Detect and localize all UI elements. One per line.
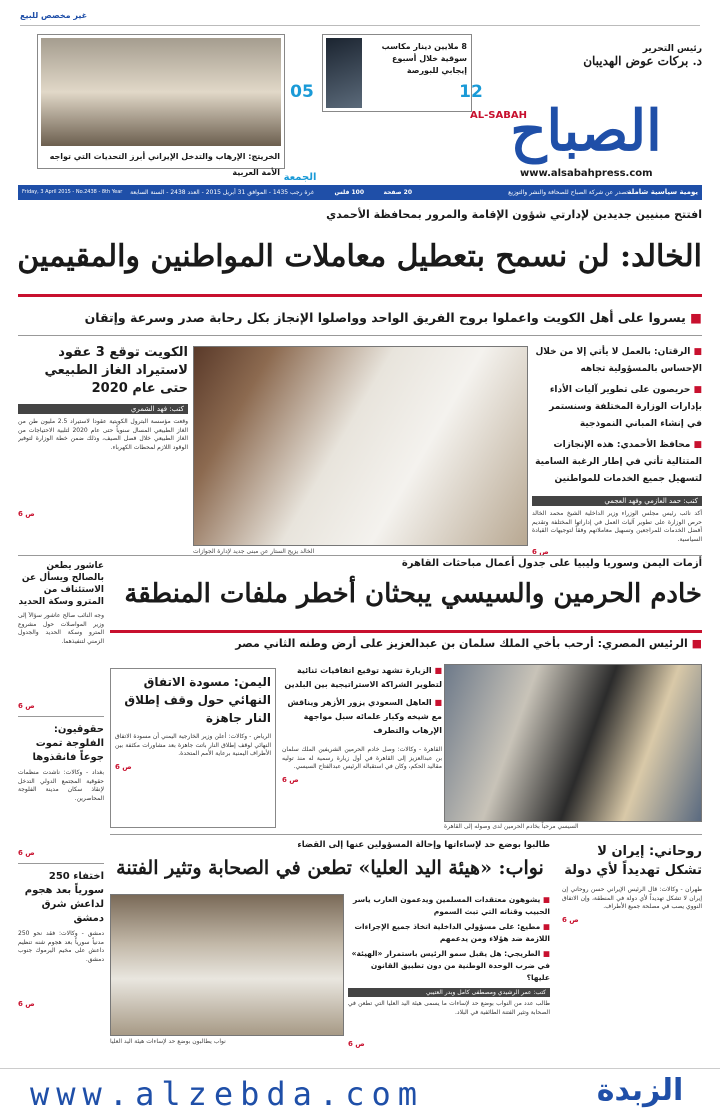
- stock-teaser-text: 8 ملايين دينار مكاسب سوقية خلال أسبوع إيجابي للبورصة: [381, 42, 467, 75]
- gas-body: وقعت مؤسسة البترول الكويتية عقوداً لاستيراد 2.5 مليون طن من الغاز الطبيعي المسال سنوياً حتى عام 2020 لتلبية الاحتياجات من الغاز الطبيعي خلال فصل الصيف، وذلك ضمن خطة الوزارة لتوفير الوقود اللازم لمحطات الكهرباء.: [18, 418, 188, 451]
- iran-headline: روحاني: إيران لا تشكل تهديداً لأي دولة: [564, 844, 702, 878]
- summit-bullet-1: ■ الزيارة تشهد توقيع اتفاقيات ثنائية لتطوير الشراكة الاستراتيجية بين البلدين: [282, 664, 442, 692]
- summit-bullet-2: ■ العاهل السعودي يزور الأزهر ويناقش مع شيخه وكبار علمائه سبل مواجهة الإرهاب والتطرف: [282, 696, 442, 738]
- masthead-logo: الصباح: [510, 98, 662, 164]
- falluja-headline[interactable]: حقوقيون: الفلوجة تموت جوعاً فانقذوها: [32, 724, 104, 763]
- falluja-body: بغداد - وكالات: ناشدت منظمات حقوقية المجتمع الدولي التدخل لإنقاذ سكان مدينة الفلوجة المحاصرين.: [18, 769, 104, 802]
- summit-photo: [444, 664, 702, 822]
- iran-page-ref: ص 6: [562, 915, 579, 924]
- website[interactable]: www.alsabahpress.com: [520, 168, 653, 179]
- gas-page-ref[interactable]: ص 6: [18, 510, 35, 518]
- footer-logo: الزبدة: [596, 1073, 684, 1108]
- lead-headline[interactable]: الخالد: لن نسمح بتعطيل معاملات المواطنين والمقيمين: [17, 239, 702, 274]
- summit-page-ref[interactable]: ص 6: [282, 775, 299, 784]
- lead-page-ref[interactable]: ص 6: [532, 548, 549, 556]
- day-label: الجمعة: [283, 172, 317, 183]
- summit-headline[interactable]: خادم الحرمين والسيسي يبحثان أخطر ملفات المنطقة: [124, 579, 702, 609]
- lead-subhead: ■ يسروا على أهل الكويت واعملوا بروح الفريق الواحد وواصلوا الإنجاز بكل رحابة صدر وسرعة وإتقان: [18, 310, 702, 336]
- summit-body: القاهرة - وكالات: وصل خادم الحرمين الشريفين الملك سلمان بن عبدالعزيز إلى القاهرة في أول زيارة رسمية له منذ توليه مقاليد الحكم، وكان في استقباله الرئيس عبدالفتاح السيسي.: [282, 746, 442, 770]
- parliament-photo: [110, 894, 344, 1036]
- parliament-byline: كتب: عمر الرشيدي ومصطفى كامل وبدر العتيبي: [348, 988, 550, 997]
- parliament-caption: نواب يطالبون بوضع حد لإساءات هيئة اليد العليا: [110, 1038, 226, 1045]
- parliament-bullet-1: ■ يشوهون معتقدات المسلمين ويدعمون العارب ياسر الحبيب وقناته التي تبث السموم: [348, 894, 550, 918]
- falluja-page-ref[interactable]: ص 6: [18, 849, 35, 857]
- teaser-headline: الخريتج: الإرهاب والتدخل الإيراني أبرز التحديات التي تواجه الأمة العربية: [49, 152, 280, 177]
- yemen-body: الرياض - وكالات: أعلن وزير الخارجية اليمني أن مسودة الاتفاق النهائي لوقف إطلاق النار باتت جاهزة بعد مشاورات مكثفة بين الأطراف اليمنية برعاية الأمم المتحدة.: [115, 733, 271, 757]
- lead-caption: الخالد يزيح الستار عن مبنى جديد لإدارة الجوازات: [193, 548, 315, 555]
- editor-name: د. بركات عوض الهديبان: [583, 54, 702, 68]
- date-en: Friday, 3 April 2015 - No.2438 - 8th Year: [22, 189, 123, 195]
- lead-photo: [193, 346, 528, 546]
- pages: 20 صفحة: [383, 189, 412, 196]
- footer-bar: [0, 1068, 720, 1113]
- teaser-num-12: 12: [459, 82, 483, 102]
- summit-caption: السيسي مرحباً بخادم الحرمين لدى وصوله إلى القاهرة: [444, 823, 579, 830]
- not-for-sale-label: غير مخصص للبيع: [20, 11, 88, 20]
- price: 100 فلس: [334, 189, 364, 196]
- parliament-page-ref[interactable]: ص 6: [348, 1040, 365, 1048]
- parliament-kicker: طالبوا بوضع حد لإساءاتها وإحالة المسؤولين عنها إلى القضاء: [297, 840, 550, 850]
- ashour-body: وجه النائب صالح عاشور سؤالاً إلى وزير المواصلات حول مشروع المترو وسكة الحديد والجدول الزمني لتنفيذهما.: [18, 612, 104, 645]
- yemen-headline: اليمن: مسودة الاتفاق النهائي حول وقف إطلاق النار جاهزة: [124, 675, 271, 725]
- parliament-bullet-2: ■ مطيع: على مسؤولي الداخلية اتخاذ جميع الإجراءات اللازمة ضد هؤلاء ومن يدعمهم: [348, 921, 550, 945]
- lead-bullet-1: ■ الرقتان: بالعمل لا يأتي إلا من خلال الإحساس بالمسؤولية تجاهه: [532, 344, 702, 378]
- info-bar: [18, 185, 702, 200]
- issue-line: غرة رجب 1435 - الموافق 31 أبريل 2015 - العدد 2438 - السنة السابعة: [130, 189, 314, 196]
- lead-bullet-2: ■ حريصون على تطوير آليات الأداء بإدارات الوزارة المختلفة وسنستمر في إنشاء المباني النموذجية: [532, 382, 702, 433]
- logo-en: AL-SABAH: [470, 110, 527, 121]
- iran-box[interactable]: [562, 842, 702, 1062]
- lead-kicker: افتتح مبنيين جديدين لإدارتي شؤون الإقامة والمرور بمحافظة الأحمدي: [326, 208, 702, 221]
- gas-byline: كتب: فهد الشمري: [18, 404, 188, 414]
- syria-headline[interactable]: اختفاء 250 سورياً بعد هجوم لداعش شرق دمشق: [24, 871, 104, 924]
- bourse-photo: [326, 38, 362, 108]
- gas-headline[interactable]: الكويت توقع 3 عقود لاستيراد الغاز الطبيعي حتى عام 2020: [44, 345, 188, 396]
- syria-body: دمشق - وكالات: فقد نحو 250 مدنياً سورياً بعد هجوم شنه تنظيم داعش على مخيم اليرموك جنوب دمشق.: [18, 930, 104, 963]
- publisher: تصدر عن شركة الصباح للصحافة والنشر والتوزيع: [508, 189, 628, 196]
- parliament-headline[interactable]: نواب: «هيئة اليد العليا» تطعن في الصحابة وتثير الفتنة: [116, 857, 544, 879]
- ashour-page-ref[interactable]: ص 6: [18, 702, 35, 710]
- yemen-box[interactable]: [110, 668, 276, 828]
- teaser-photo-box[interactable]: [37, 34, 285, 177]
- summit-subhead: ■ الرئيس المصري: أرحب بأخي الملك سلمان بن عبدالعزيز على أرض وطنه الثاني مصر: [114, 637, 702, 650]
- summit-kicker: أزمات اليمن وسوريا وليبيا على جدول أعمال مباحثات القاهرة: [401, 558, 702, 569]
- parliament-bullet-3: ■ الطريجي: هل يقبل سمو الرئيس باستمرار «الهيئة» في ضرب الوحدة الوطنية من دون تطبيق القانون عليها؟: [348, 948, 550, 984]
- syria-page-ref[interactable]: ص 6: [18, 1000, 35, 1008]
- teaser-stock-box[interactable]: [322, 34, 472, 112]
- meeting-photo: [41, 38, 281, 146]
- editor-label: رئيس التحرير: [642, 44, 702, 54]
- parliament-body: طالب عدد من النواب بوضع حد لإساءات ما يسمى هيئة اليد العليا التي تطعن في الصحابة وتثير الفتنة الطائفية في البلاد.: [348, 1000, 550, 1016]
- footer-url[interactable]: www.alzebda.com: [30, 1075, 424, 1113]
- lead-body: أكد نائب رئيس مجلس الوزراء وزير الداخلية الشيخ محمد الخالد حرص الوزارة على تطوير آليات العمل في إداراتها المختلفة وتقديم أفضل الخدمات للمراجعين وتسهيل معاملاتهم وفقاً لتوجيهات القيادة السياسية.: [532, 510, 702, 543]
- tagline: يومية سياسية شاملة: [627, 188, 698, 196]
- lead-bullet-3: ■ محافظ الأحمدي: هذه الإنجازات المتتالية تأتي في إطار الرغبة السامية لتسهيل جميع الخدمات للمواطنين: [532, 437, 702, 488]
- lead-byline: كتب: حمد العازمي وفهد العجمي: [532, 496, 702, 506]
- yemen-page-ref: ص 6: [115, 762, 132, 771]
- ashour-headline[interactable]: عاشور يطعن بالصالح ويسأل عن الاستئناف من المترو وسكة الحديد: [18, 561, 104, 607]
- iran-body: طهران - وكالات: قال الرئيس الإيراني حسن روحاني إن إيران لا تشكل تهديداً لأي دولة في المنطقة، وإن الاتفاق النووي يصب في مصلحة جميع الأطراف.: [562, 886, 702, 910]
- teaser-num-05: 05: [290, 82, 314, 102]
